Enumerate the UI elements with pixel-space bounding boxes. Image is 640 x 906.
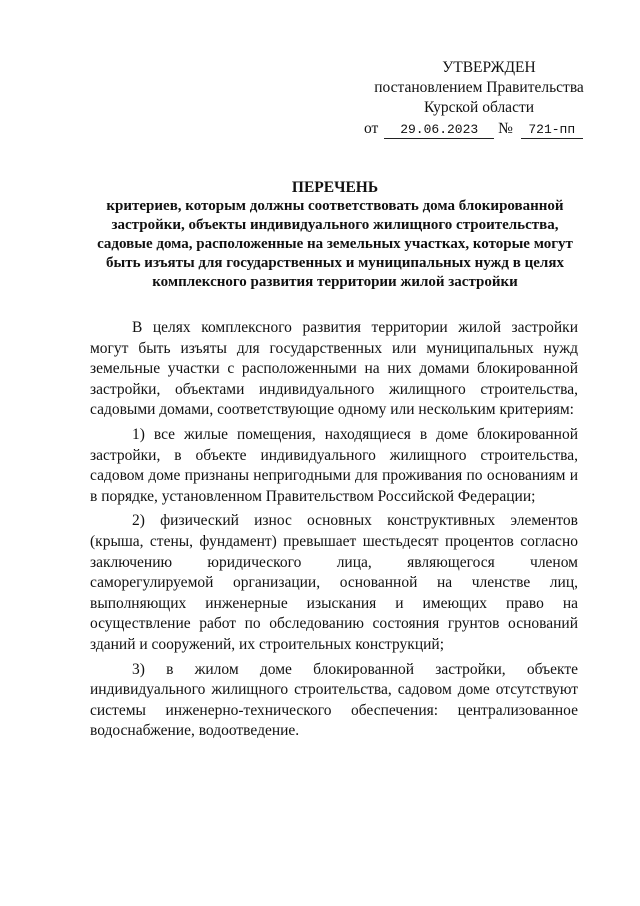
title-heading: ПЕРЕЧЕНЬ: [291, 179, 379, 196]
document-body: [90, 318, 578, 742]
date-prefix: от: [364, 120, 379, 137]
criterion-1: 1) все жилые помещения, находящиеся в доме блокированной застройки, в объекте индивидуального жилищного строительства, садовом доме признаны непригодными для проживания по основаниям и в порядке, установленном Правительством Российской Федерации;: [90, 425, 578, 505]
approval-date: 29.06.2023: [384, 122, 494, 139]
title-subtitle: критериев, которым должны соответствовать дома блокированной застройки, объекты индивидуального жилищного строительства, садовые дома, расположенные на земельных участках, которые могут быть изъяты для государственных и муниципальных нужд в целях комплексного развития территории жилой застройки: [97, 198, 573, 290]
body-intro: В целях комплексного развития территории жилой застройки могут быть изъяты для государственных или муниципальных нужд земельные участки с расположенными на них домами блокированной застройки, объектами индивидуального жилищного строительства, садовыми домами, соответствующие одному или нескольким критериям:: [90, 319, 578, 419]
criterion-3: 3) в жилом доме блокированной застройки, объекте индивидуального жилищного строительства, садовом доме отсутствуют системы инженерно-технического обеспечения: централизованное водоснабжение, водоотведение.: [90, 660, 578, 740]
approval-line-1: постановлением Правительства: [374, 79, 584, 96]
approval-date-line: [364, 119, 594, 139]
number-prefix: №: [498, 120, 513, 137]
document-title: [92, 178, 578, 292]
approval-stamp: [364, 58, 594, 139]
approval-line-2: Курской области: [423, 99, 535, 116]
criterion-2: 2) физический износ основных конструктивных элементов (крыша, стены, фундамент) превышает шестьдесят процентов согласно заключению юридического лица, являющегося членом саморегулируемой организации, основанной на членстве лиц, выполняющих инженерные изыскания и имеющих право на осуществление работ по обследованию состояния грунтов оснований зданий и сооружений, их строительных конструкций;: [90, 512, 578, 653]
approval-number: 721-пп: [521, 122, 583, 139]
approval-status: УТВЕРЖДЕН: [442, 59, 536, 76]
